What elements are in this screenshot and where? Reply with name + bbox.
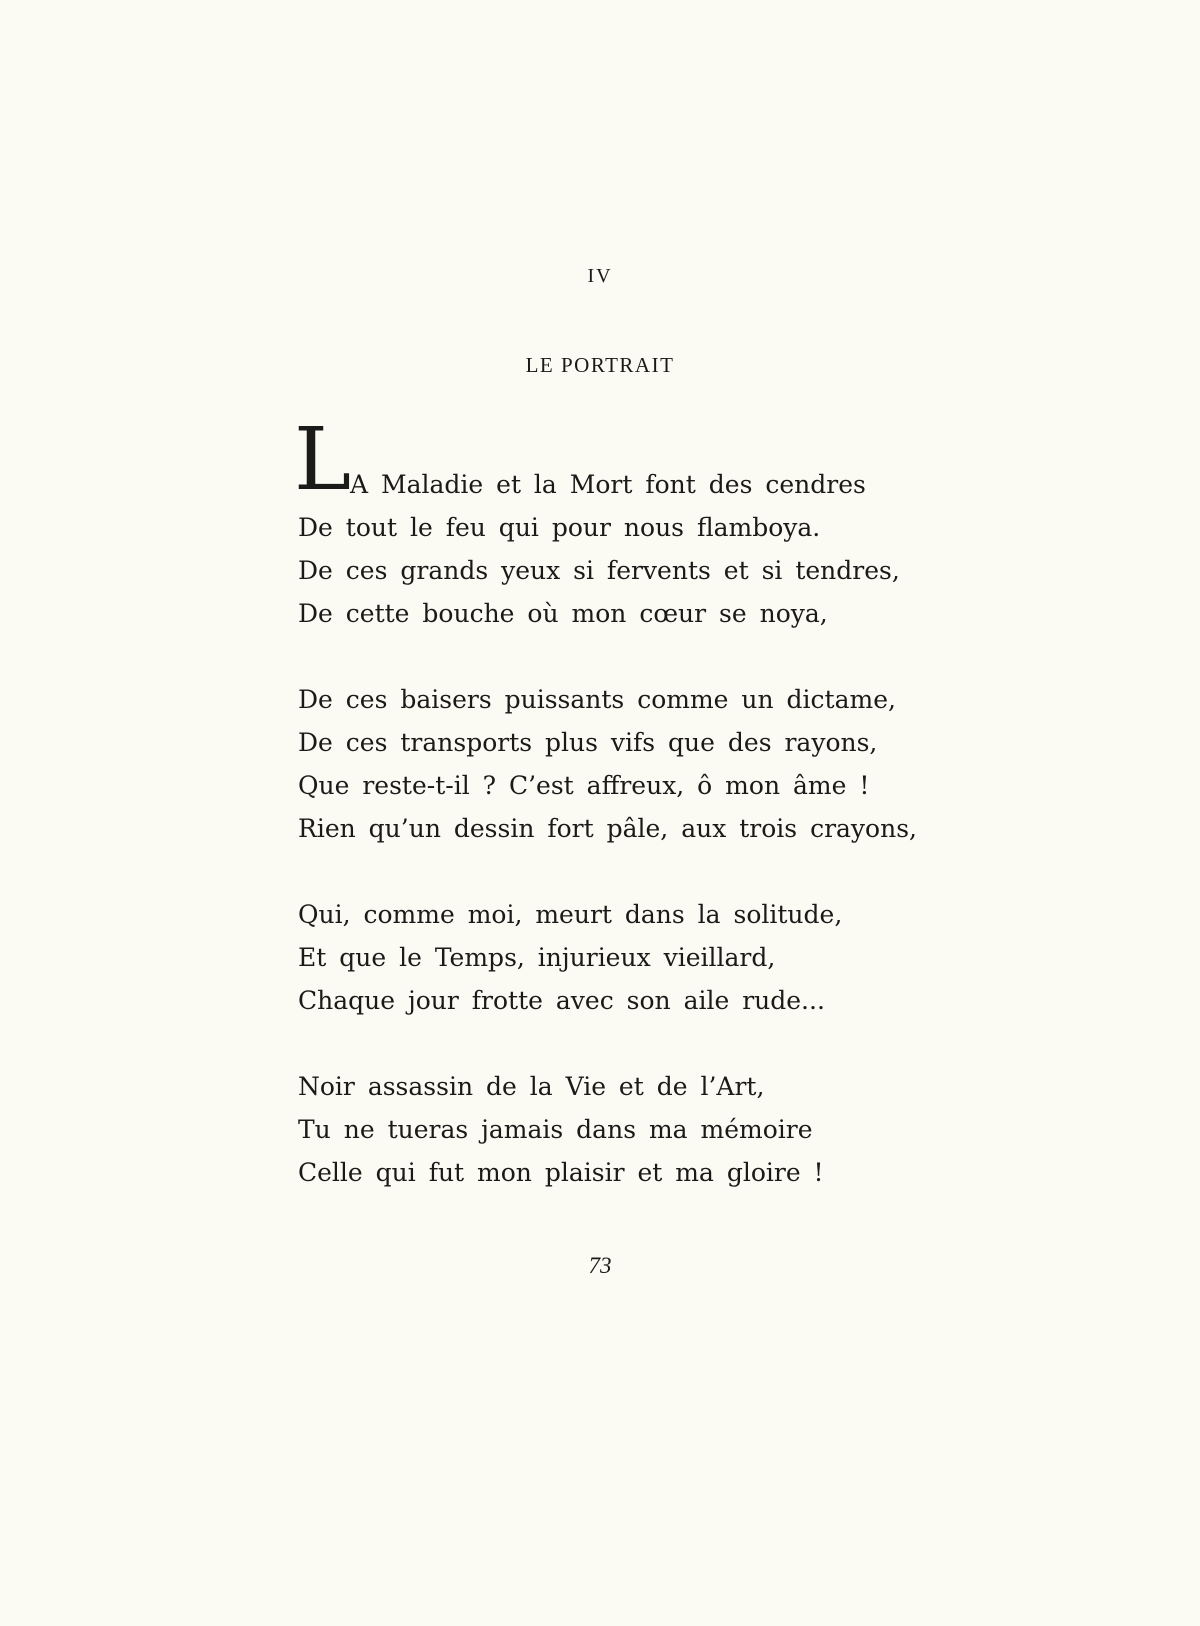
first-line-text: A Maladie et la Mort font des cendres [350,470,866,499]
stanza [298,678,998,850]
poem-line: De ces transports plus vifs que des rayons, [298,728,878,757]
stanza [298,1065,998,1194]
poem-line: Que reste-t-il ? C’est affreux, ô mon âme ! [298,771,870,800]
poem-line: Qui, comme moi, meurt dans la solitude, [298,900,843,929]
stanza [298,893,998,1022]
poem-line: De tout le feu qui pour nous flamboya. [298,513,821,542]
poem-title: LE PORTRAIT [525,353,675,377]
poem-line: De ces grands yeux si fervents et si tendres, [298,556,900,585]
poem-line: Celle qui fut mon plaisir et ma gloire ! [298,1158,824,1187]
poem-line: Chaque jour frotte avec son aile rude... [298,986,825,1015]
stanza [294,410,998,635]
poem-line: Tu ne tueras jamais dans ma mémoire [298,1115,813,1144]
page-number: 73 [588,1253,612,1278]
poem-line: Et que le Temps, injurieux vieillard, [298,943,776,972]
poem-line: Rien qu’un dessin fort pâle, aux trois crayons, [298,814,917,843]
poem-line [294,410,998,510]
poem-line: De cette bouche où mon cœur se noya, [298,599,828,628]
poem-line: Noir assassin de la Vie et de l’Art, [298,1072,765,1101]
poem-line: De ces baisers puissants comme un dictame, [298,685,896,714]
section-number: IV [587,265,613,287]
poem-body [294,410,998,1237]
drop-cap: L [294,410,352,510]
